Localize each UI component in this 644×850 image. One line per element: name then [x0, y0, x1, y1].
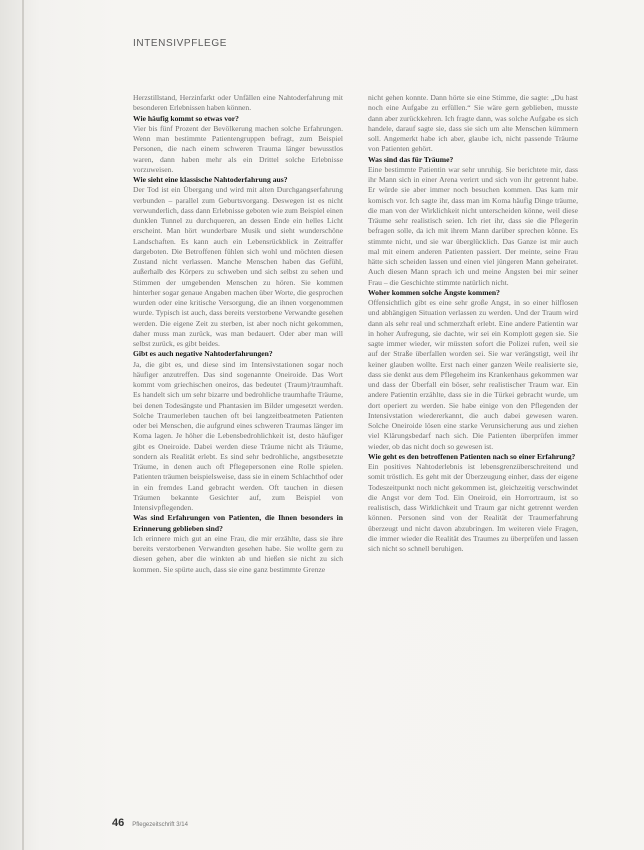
magazine-name: Pflegezeitschrift 3/14 — [132, 822, 188, 828]
interview-question: Was sind das für Träume? — [368, 154, 454, 164]
section-header: INTENSIVPFLEGE — [133, 38, 227, 49]
answer-paragraph: Ich erinnere mich gut an eine Frau, die mir erzählte, dass sie ihre bereits verstorbenen Verwandten gesehen habe. Sie wollte gern zu diesen gehen, aber die winkten ab und hießen sie nicht zu sich kommen. Sie spürte auch, dass sie eine ganz bestimmte Grenze — [133, 533, 343, 574]
page-footer — [112, 817, 188, 829]
interview-question: Woher kommen solche Ängste kommen? — [368, 287, 500, 297]
interview-question: Was sind Erfahrungen von Patienten, die Ihnen besonders in Erinnerung geblieben sind? — [133, 513, 343, 533]
interview-question: Gibt es auch negative Nahtoderfahrungen? — [133, 349, 273, 359]
interview-question: Wie sieht eine klassische Nahtoderfahrung aus? — [133, 175, 288, 184]
answer-paragraph: Ja, die gibt es, und diese sind im Intensivstationen sogar noch häufiger anzutreffen. Das sind sogenannte Oneiroide. Das Wort kommt vom griechischen oneiros, das bedeutet (Traum)/traumhaft. Es handelt sich um sehr bizarre und bedrohliche traumhafte Träume, bei denen Todesängste und Phantasien im Bilder umgesetzt werden. Solche Traumerleben tauchen oft bei langzeitbeatmeten Patienten oder bei Menschen, die aufgrund eines schweren Traumas länger im Koma lagen. Je höher die Lebensbedrohlichkeit ist, desto häufiger gibt es Oneiroide. Dabei werden diese Träume nicht als Träume, sondern als Realität erlebt. Es sind sehr bedrohliche, angstbesetzte Träume, in denen auch oft Pflegepersonen eine Rolle spielen. Patienten träumen beispielsweise, dass sie in einem Schlachthof oder in ein fremdes Land gebracht werden. Oft tauchen in diesen Träumen bekannte Gesichter auf, zum Beispiel von Intensivpflegenden. — [133, 359, 343, 512]
text-column-left — [133, 93, 343, 575]
answer-paragraph: Vier bis fünf Prozent der Bevölkerung machen solche Erfahrungen. Wenn man bestimmte Patientengruppen befragt, zum Beispiel Personen, die nach einem schweren Trauma länger bewusstlos waren, dann haben mehr als ein Drittel solche Erlebnisse vorzuweisen. — [133, 123, 343, 174]
answer-paragraph: Eine bestimmte Patientin war sehr unruhig. Sie berichtete mir, dass ihr Mann sich in einer Arena verirrt und sich von ihr getrennt habe. Er würde sie aber immer noch besuchen kommen. Das kam mir komisch vor. Ich sagte ihr, dass man im Koma häufig Dinge träume, die man von der Wirklichkeit nicht unterscheiden könne, weil diese Träume sehr realistisch seien. Ich riet ihr, dass sie die Pflegerin befragen solle, da ich mit ihrem Mann darüber sprechen könne. Es stimmte nicht, und sie war überglücklich. Das Ganze ist mir auch mal mit einem anderen Patienten passiert. Der meinte, seine Frau hätte sich scheiden lassen und einen viel jüngeren Mann geheiratet. Auch diesen Mann sprach ich und meine Ängsten bei mir seiner Frau – die Geschichte stimmte natürlich nicht. — [368, 164, 578, 287]
answer-paragraph: Ein positives Nahtoderlebnis ist lebensgrenzüberschreitend und somit tröstlich. Es geht mit der Überzeugung einher, dass der eigene Todeszeitpunkt noch nicht gekommen ist, gleichzeitig verschwindet die Angst vor dem Tod. Ein Oneiroid, ein Horrortraum, ist so realistisch, dass Wirklichkeit und Traum gar nicht getrennt werden können. Personen sind von der Realität der Traumerfahrung überzeugt und nicht davon abzubringen. Im weiteren viele Fragen, die immer wieder die Realität des Traumes zu überprüfen und lassen sich nicht so schnell beruhigen. — [368, 462, 578, 553]
interview-question: Wie häufig kommt so etwas vor? — [133, 113, 239, 123]
text-column-right — [368, 93, 578, 554]
interview-question: Wie geht es den betroffenen Patienten nach so einer Erfahrung? — [368, 451, 576, 461]
answer-paragraph: Der Tod ist ein Übergang und wird mit alten Durchgangserfahrung verbunden – parallel zum Geburtsvorgang. Deswegen ist es nicht verwunderlich, dass dann Erlebnisse geboten wie zum Beispiel einen dunklen Tunnel zu durchqueren, an dessen Ende ein helles Licht erscheint. Man hört wunderbare Musik und sieht wunderschöne Landschaften. Es kann auch ein Lebensrückblick in Zeitraffer dargeboten. Die Betroffenen fühlen sich wohl und möchten diesen Zustand nicht verlassen. Manche Menschen haben das Gefühl, außerhalb des Körpers zu schweben und sich selbst zu sehen und Stimmen der umgebenden Menschen zu hören. Sie kommen hinterher sogar genaue Angaben machen über Worte, die gesprochen wurden oder eine kritische Versorgung, die an ihnen vorgenommen wurde. Typisch ist auch, dass bereits verstorbene Verwandte gesehen werden. Die eigene Zeit zu sterben, ist aber noch nicht gekommen, daher muss man zurück, was man bedauert. Oder aber man will selbst zurück, es gibt beides. — [133, 185, 343, 348]
answer-paragraph: Herzstillstand, Herzinfarkt oder Unfällen eine Nahtoderfahrung mit besonderen Erlebnissen haben können. — [133, 93, 343, 113]
answer-paragraph: Offensichtlich gibt es eine sehr große Angst, in so einer hilflosen und abhängigen Situation verlassen zu werden. Und der Traum wird dann als sehr real und schmerzhaft erlebt. Eine andere Patientin war in hoher Aufregung, sie dachte, wir sei ein Komplott gegen sie. Sie sagte immer wieder, wir müssten sofort die Polizei rufen, weil sie auf der Straße überfallen worden sei. Sie war verängstigt, weil ihr keiner glauben wollte. Erst nach einer ganzen Weile realisierte sie, dass sie denkt aus dem Pflegeheim ins Krankenhaus gekommen war und dass der Überfall ein böser, sehr realistischer Traum war. Ein andere Patientin erzählte, dass sie in die Türkei gebracht wurde, um dort operiert zu werden. Sie habe einige von den Pflegenden der Intensivstation wiedererkannt, die auch dabei gewesen waren. Solche Oneiroide lösen eine starke Verunsicherung aus und ziehen viel Klärungsbedarf nach sich. Die Patienten überprüfen immer wieder, ob das nicht doch so gewesen ist. — [368, 298, 578, 451]
page-number: 46 — [112, 817, 125, 829]
answer-paragraph: nicht gehen konnte. Dann hörte sie eine Stimme, die sagte: „Du hast noch eine Aufgabe zu erfüllen.“ Sie wäre gern geblieben, musste dann aber zurückkehren. Ich fragte dann, was solche Aufgabe es sich handele, darauf sagte sie, dass sie sich um alte Menschen kümmern soll. Angemerkt habe ich aber, glaube ich, nicht passende Träume von Patienten gehört. — [368, 93, 578, 154]
page-gutter — [22, 0, 24, 850]
